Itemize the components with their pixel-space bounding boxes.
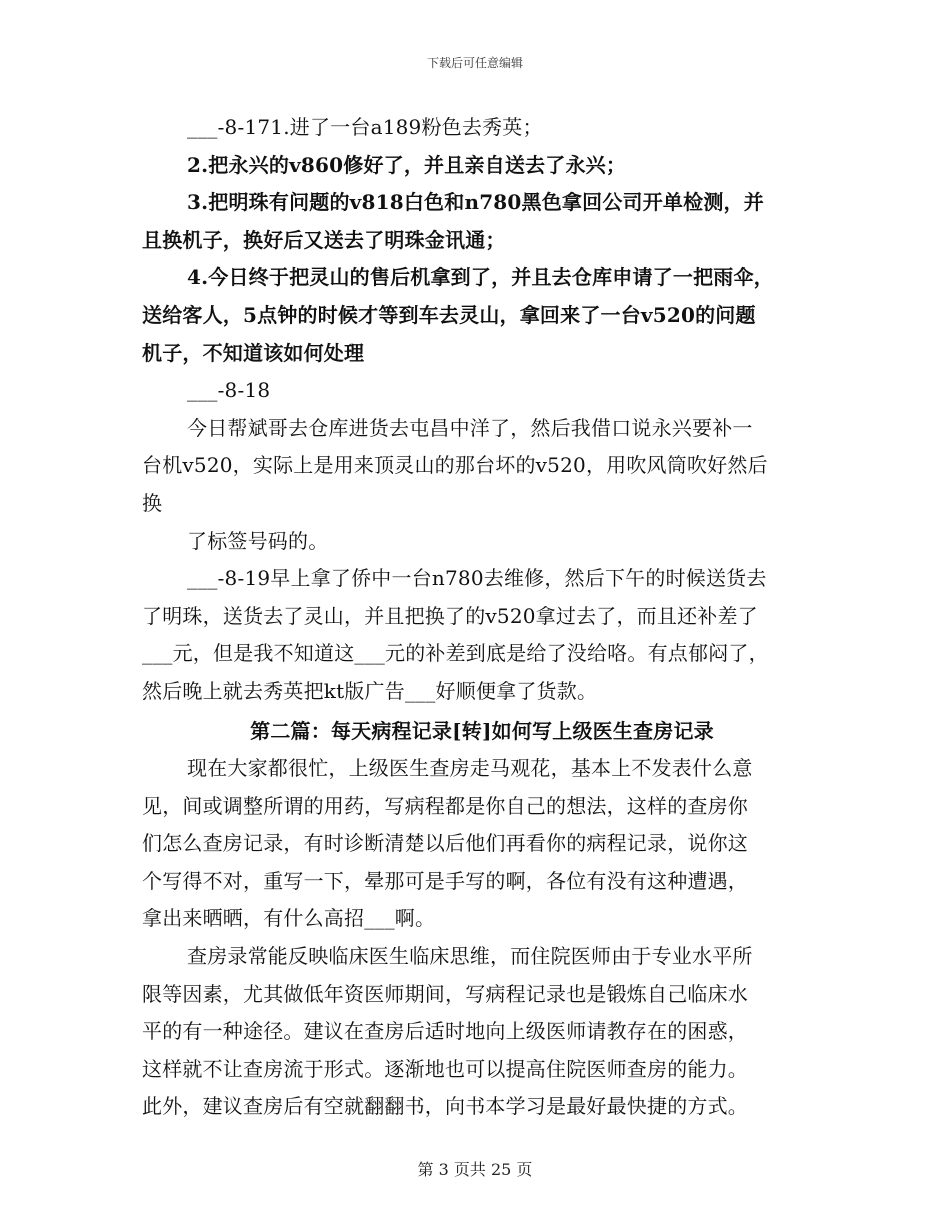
paragraph-line: 个写得不对，重写一下，晕那可是手写的啊，各位有没有这种遭遇， — [142, 868, 748, 893]
document-body — [142, 109, 822, 1126]
entry-line: 机子，不知道该如何处理 — [142, 340, 365, 365]
paragraph-line: 们怎么查房记录，有时诊断清楚以后他们再看你的病程记录，说你这 — [142, 831, 748, 856]
entry-line: 2.把永兴的v860修好了，并且亲自送去了永兴； — [187, 152, 627, 177]
entry-line: 3.把明珠有问题的v818白色和n780黑色拿回公司开单检测，并 — [187, 190, 764, 215]
paragraph-line: 平的有一种途径。建议在查房后适时地向上级医师请教存在的困惑， — [142, 1019, 748, 1044]
entry-line: 送给客人，5点钟的时候才等到车去灵山，拿回来了一台v520的问题 — [142, 302, 756, 327]
paragraph-line: 限等因素，尤其做低年资医师期间，写病程记录也是锻炼自己临床水 — [142, 981, 748, 1006]
paragraph-line: ___元，但是我不知道这___元的补差到底是给了没给咯。有点郁闷了， — [142, 641, 769, 666]
paragraph-line: 了标签号码的。 — [187, 528, 329, 553]
paragraph-line: 台机v520，实际上是用来顶灵山的那台坏的v520，用吹风筒吹好然后 — [142, 453, 768, 478]
entry-line: 4.今日终于把灵山的售后机拿到了，并且去仓库申请了一把雨伞， — [187, 265, 774, 290]
paragraph-line: 此外，建议查房后有空就翻翻书，向书本学习是最好最快捷的方式。 — [142, 1094, 748, 1119]
paragraph-line: 查房录常能反映临床医生临床思维，而住院医师由于专业水平所 — [187, 944, 753, 969]
paragraph-line: 然后晚上就去秀英把kt版广告___好顺便拿了货款。 — [142, 678, 598, 703]
paragraph-line: 见，间或调整所谓的用药，写病程都是你自己的想法，这样的查房你 — [142, 793, 748, 818]
paragraph-line: 今日帮斌哥去仓库进货去屯昌中洋了，然后我借口说永兴要补一 — [187, 415, 753, 440]
paragraph-line: 拿出来晒晒，有什么高招___啊。 — [142, 906, 436, 931]
section-heading: 第二篇：每天病程记录[转]如何写上级医生查房记录 — [250, 718, 714, 743]
entry-line: 且换机子，换好后又送去了明珠金讯通； — [142, 227, 506, 252]
paragraph-line: 了明珠，送货去了灵山，并且把换了的v520拿过去了，而且还补差了 — [142, 603, 758, 628]
page-header: 下载后可任意编辑 — [426, 56, 523, 70]
paragraph-line: ___-8-19早上拿了侨中一台n780去维修，然后下午的时候送货去 — [187, 566, 767, 591]
paragraph-line: 换 — [142, 490, 163, 515]
date-line: ___-8-18 — [187, 378, 271, 403]
paragraph-line: 现在大家都很忙，上级医生查房走马观花，基本上不发表什么意 — [187, 756, 753, 781]
entry-line: ___-8-171.进了一台a189粉色去秀英； — [187, 115, 543, 139]
paragraph-line: 这样就不让查房流于形式。逐渐地也可以提高住院医师查房的能力。 — [142, 1056, 748, 1081]
page-footer: 第 3 页共 25 页 — [417, 1160, 533, 1179]
